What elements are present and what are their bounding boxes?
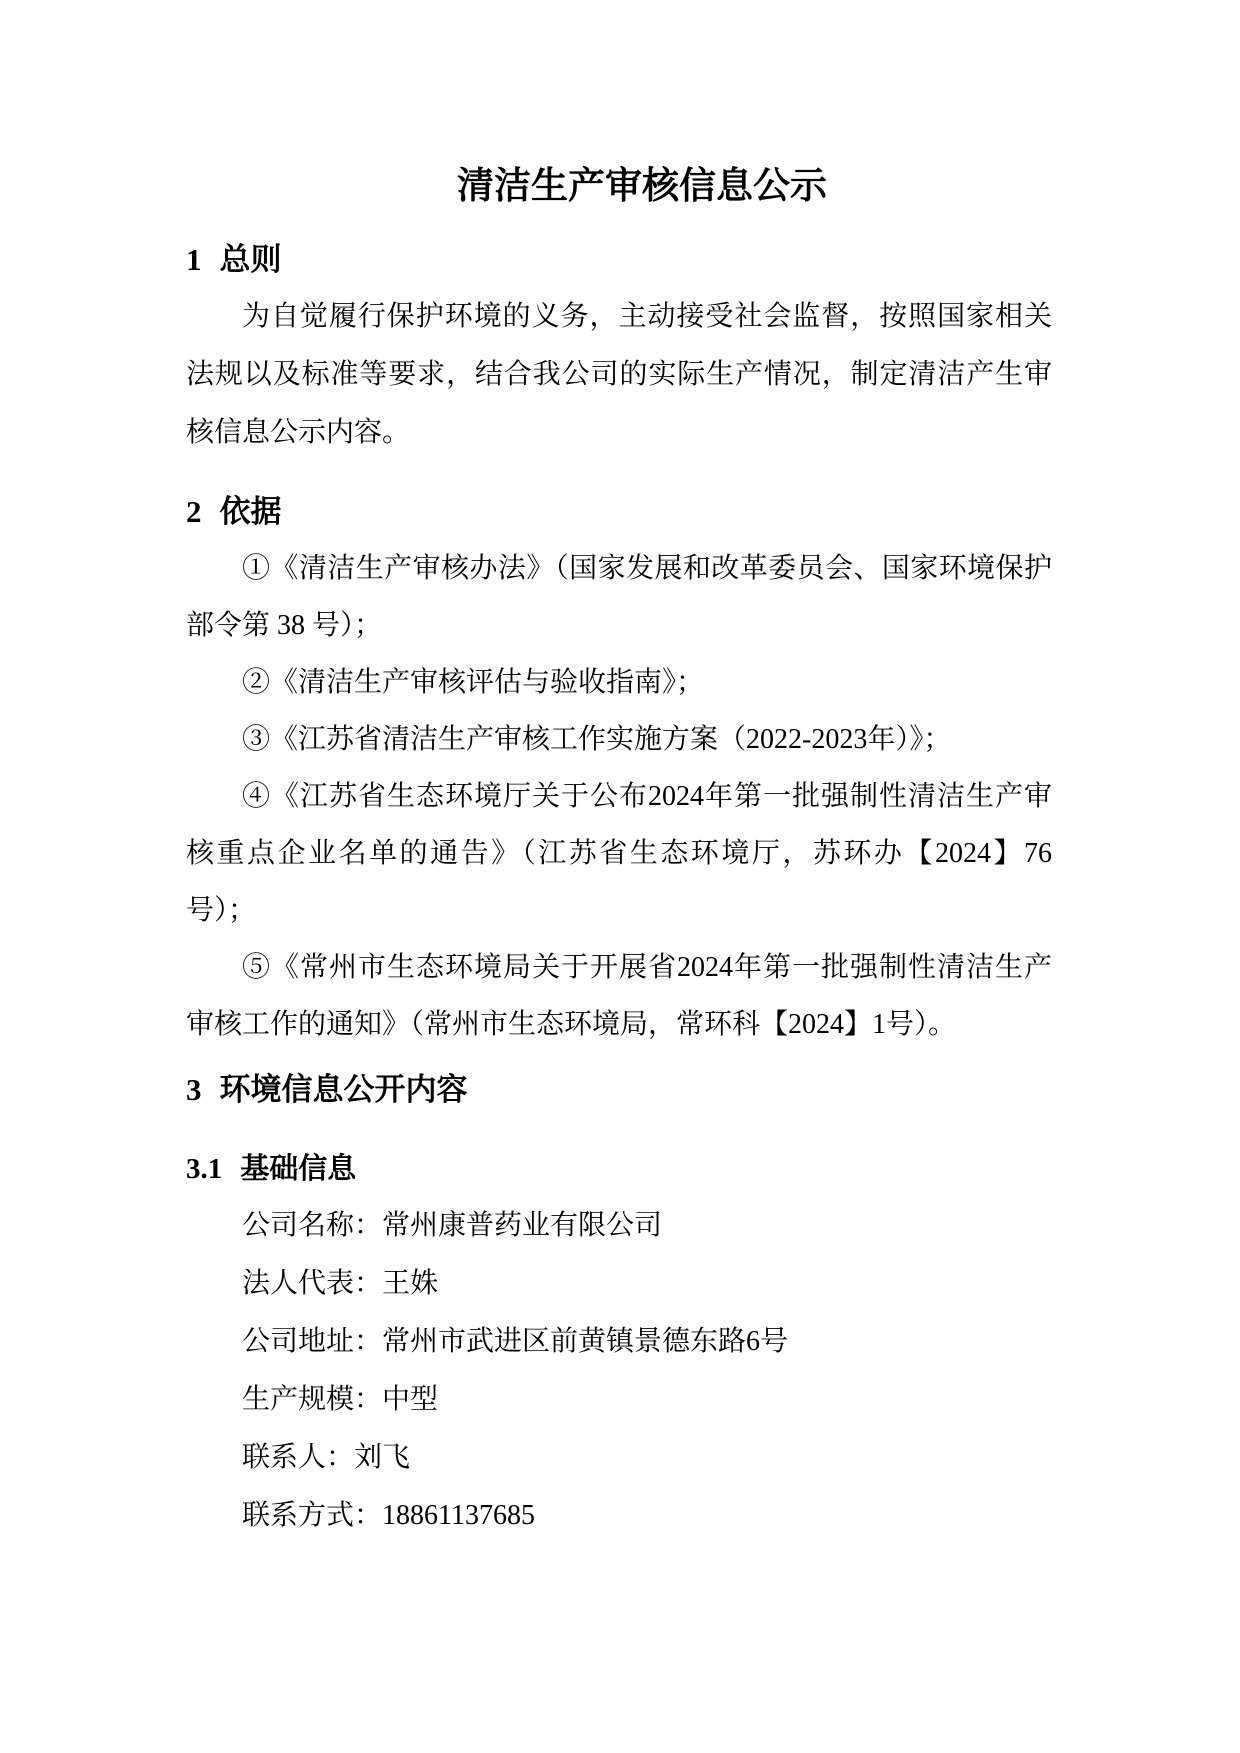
section-3-1-number: 3.1 [186, 1153, 223, 1185]
info-field-production-scale [186, 1371, 1052, 1429]
field-value: 18861137685 [382, 1500, 535, 1531]
paragraph: 为自觉履行保护环境的义务，主动接受社会监督，按照国家相关法规以及标准等要求，结合我公司的实际生产情况，制定清洁产生审核信息公示内容。 [186, 301, 1052, 448]
section-3-1-heading [186, 1152, 1052, 1186]
field-label: 生产规模： [242, 1384, 383, 1415]
field-value: 刘飞 [354, 1442, 411, 1473]
section-3-title: 环境信息公开内容 [219, 1072, 468, 1107]
section-3-1-title: 基础信息 [240, 1153, 357, 1185]
section-3-heading [186, 1072, 1052, 1108]
info-field-company-address [186, 1313, 1052, 1371]
info-field-contact-number [186, 1487, 1052, 1545]
field-label: 公司名称： [242, 1210, 383, 1241]
field-value: 王姝 [382, 1268, 439, 1299]
field-label: 联系方式： [242, 1500, 383, 1531]
section-2-heading [186, 494, 1052, 530]
section-2-number: 2 [186, 494, 202, 529]
info-field-company-name [186, 1197, 1052, 1255]
reference-list [186, 540, 1052, 1053]
reference-item: ②《清洁生产审核评估与验收指南》； [242, 667, 705, 698]
field-value: 中型 [382, 1384, 439, 1415]
info-field-contact-person [186, 1429, 1052, 1487]
field-value: 常州市武进区前黄镇景德东路6号 [382, 1326, 789, 1357]
field-label: 法人代表： [242, 1268, 383, 1299]
reference-item: ①《清洁生产审核办法》（国家发展和改革委员会、国家环境保护部令第 38 号）； [186, 553, 1052, 641]
field-label: 公司地址： [242, 1326, 383, 1357]
section-1-heading [186, 242, 1052, 278]
document-title: 清洁生产审核信息公示 [457, 166, 827, 207]
field-label: 联系人： [242, 1442, 355, 1473]
reference-item: ⑤《常州市生态环境局关于开展省2024年第一批强制性清洁生产审核工作的通知》（常州市生态环境局，常环科【2024】1号）。 [186, 952, 1052, 1040]
section-2-title: 依据 [219, 494, 282, 529]
section-1-number: 1 [186, 242, 202, 277]
field-value: 常州康普药业有限公司 [382, 1210, 663, 1241]
section-1-title: 总则 [219, 242, 282, 277]
info-field-legal-representative [186, 1255, 1052, 1313]
reference-item: ④《江苏省生态环境厅关于公布2024年第一批强制性清洁生产审核重点企业名单的通告》（江苏省生态环境厅，苏环办【2024】76号）； [186, 781, 1052, 926]
basic-info-list [186, 1197, 1052, 1545]
section-3-number: 3 [186, 1072, 202, 1107]
reference-item: ③《江苏省清洁生产审核工作实施方案（2022-2023年）》； [242, 724, 952, 755]
section-1-body [186, 288, 1052, 462]
